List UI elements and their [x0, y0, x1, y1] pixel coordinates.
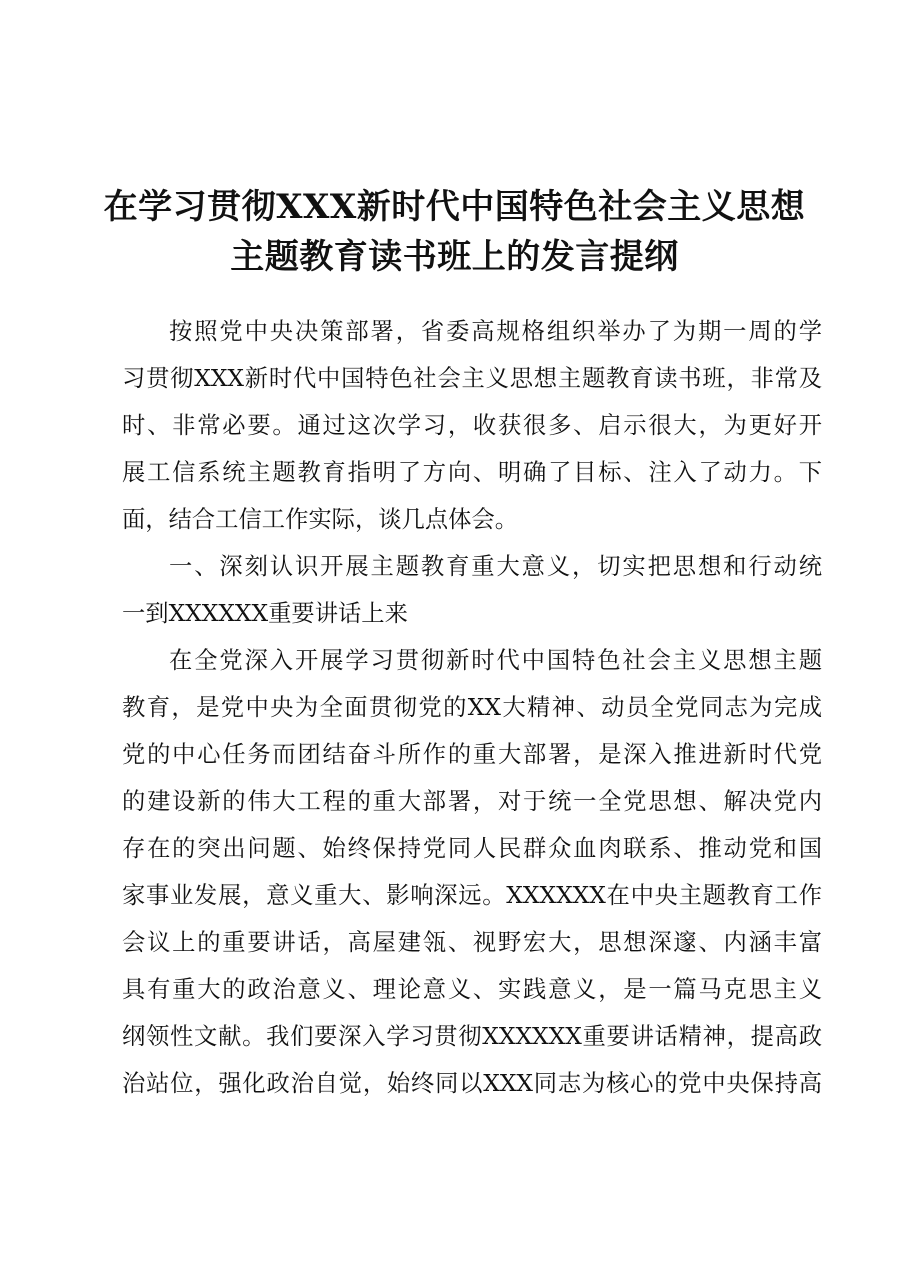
document-title [100, 182, 809, 282]
paragraph-2-line-5: 存在的突出问题、始终保持党同人民群众血肉联系、推动党和国 [122, 835, 822, 862]
paragraph-2-line-10: 治站位，强化政治自觉，始终同以XXX同志为核心的党中央保持高 [122, 1070, 822, 1097]
paragraph-2-line-9: 纲领性文献。我们要深入学习贯彻XXXXXX重要讲话精神，提高政 [122, 1023, 822, 1050]
paragraph-2-line-7: 会议上的重要讲话，高屋建瓴、视野宏大，思想深邃、内涵丰富 [122, 929, 822, 956]
title-line-2: 主题教育读书班上的发言提纲 [230, 237, 679, 277]
paragraph-2-line-1: 在全党深入开展学习贯彻新时代中国特色社会主义思想主题 [169, 647, 822, 674]
title-line-1: 在学习贯彻XXX新时代中国特色社会主义思想 [103, 187, 806, 227]
paragraph-1-line-4: 展工信系统主题教育指明了方向、明确了目标、注入了动力。下 [122, 459, 822, 486]
section-heading-1-line-2: 一到XXXXXX重要讲话上来 [122, 600, 408, 627]
document-body [122, 308, 822, 1107]
paragraph-1-line-5: 面，结合工信工作实际，谈几点体会。 [122, 506, 519, 533]
paragraph-2-line-3: 党的中心任务而团结奋斗所作的重大部署，是深入推进新时代党 [122, 741, 822, 768]
paragraph-2-line-8: 具有重大的政治意义、理论意义、实践意义，是一篇马克思主义 [122, 976, 822, 1003]
paragraph-1-line-1: 按照党中央决策部署，省委高规格组织举办了为期一周的学 [169, 318, 822, 345]
paragraph-2-line-2: 教育，是党中央为全面贯彻党的XX大精神、动员全党同志为完成 [122, 694, 822, 721]
paragraph-2-line-6: 家事业发展，意义重大、影响深远。XXXXXX在中央主题教育工作 [122, 882, 822, 909]
paragraph-1-line-3: 时、非常必要。通过这次学习，收获很多、启示很大，为更好开 [122, 412, 822, 439]
section-heading-1-line-1: 一、深刻认识开展主题教育重大意义，切实把思想和行动统 [169, 553, 822, 580]
paragraph-1-line-2: 习贯彻XXX新时代中国特色社会主义思想主题教育读书班，非常及 [122, 365, 822, 392]
paragraph-2-line-4: 的建设新的伟大工程的重大部署，对于统一全党思想、解决党内 [122, 788, 822, 815]
